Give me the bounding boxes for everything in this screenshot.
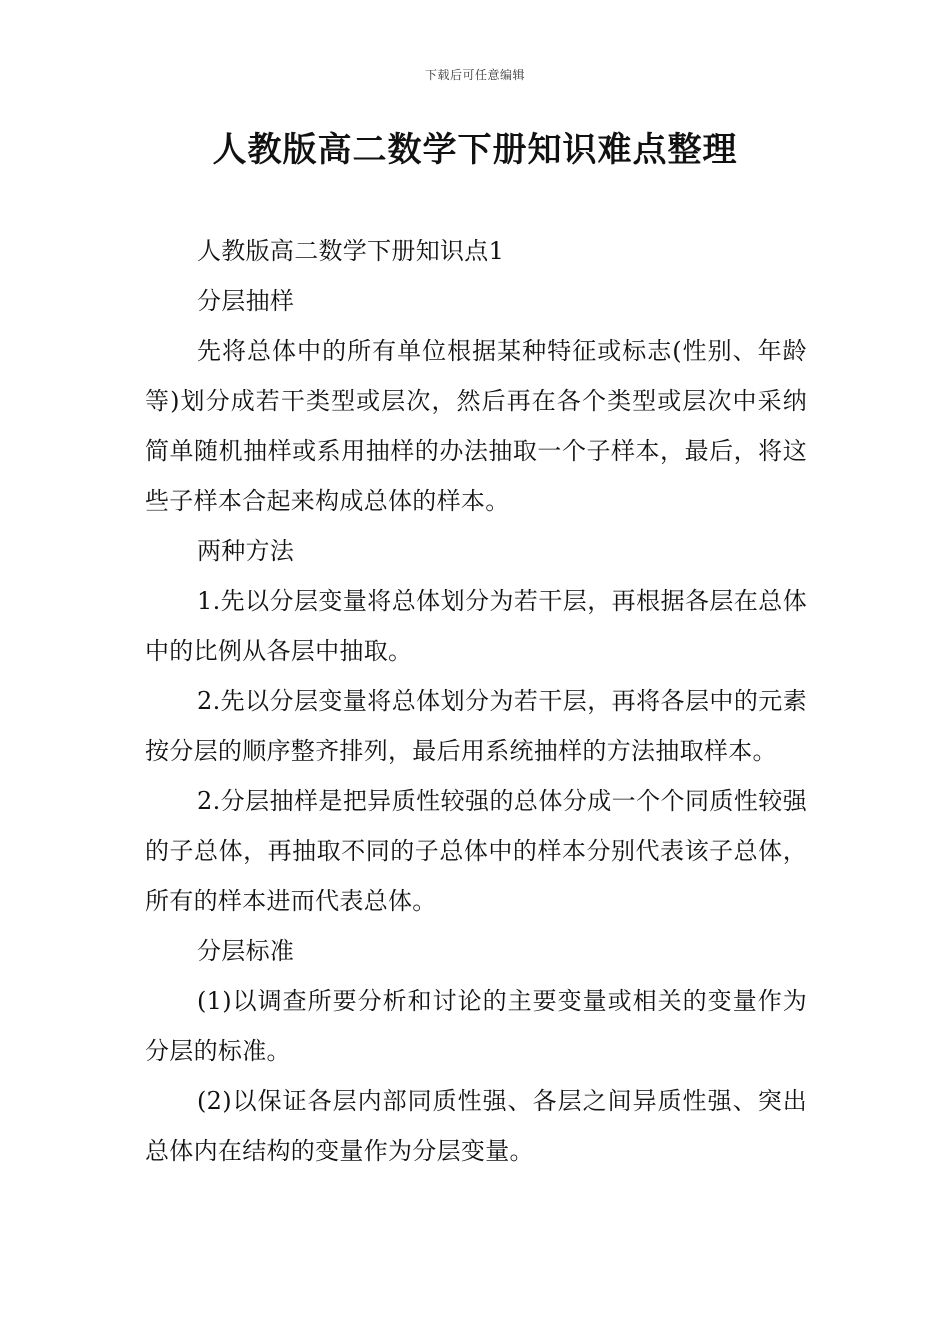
paragraph-subheading-stratified-sampling: 分层抽样 (197, 287, 295, 315)
paragraph-explanation: 2.分层抽样是把异质性较强的总体分成一个个同质性较强的子总体，再抽取不同的子总体中的样本分别代表该子总体，所有的样本进而代表总体。 (145, 787, 807, 915)
paragraph-definition: 先将总体中的所有单位根据某种特征或标志(性别、年龄等)划分成若干类型或层次，然后再在各个类型或层次中采纳简单随机抽样或系用抽样的办法抽取一个子样本，最后，将这些子样本合起来构成总体的样本。 (145, 337, 807, 515)
paragraph-subheading-two-methods: 两种方法 (197, 537, 295, 565)
paragraph-method-2: 2.先以分层变量将总体划分为若干层，再将各层中的元素按分层的顺序整齐排列，最后用系统抽样的方法抽取样本。 (145, 687, 807, 765)
paragraph-criterion-1: (1)以调查所要分析和讨论的主要变量或相关的变量作为分层的标准。 (145, 987, 807, 1065)
paragraph-criterion-2: (2)以保证各层内部同质性强、各层之间异质性强、突出总体内在结构的变量作为分层变量。 (145, 1087, 807, 1165)
paragraph-subheading-criteria: 分层标准 (197, 937, 295, 965)
paragraph-method-1: 1.先以分层变量将总体划分为若干层，再根据各层在总体中的比例从各层中抽取。 (145, 587, 807, 665)
document-title: 人教版高二数学下册知识难点整理 (212, 130, 738, 170)
header-note: 下载后可任意编辑 (424, 68, 525, 82)
paragraph-section-heading: 人教版高二数学下册知识点1 (197, 237, 505, 265)
document-body (145, 226, 807, 1176)
